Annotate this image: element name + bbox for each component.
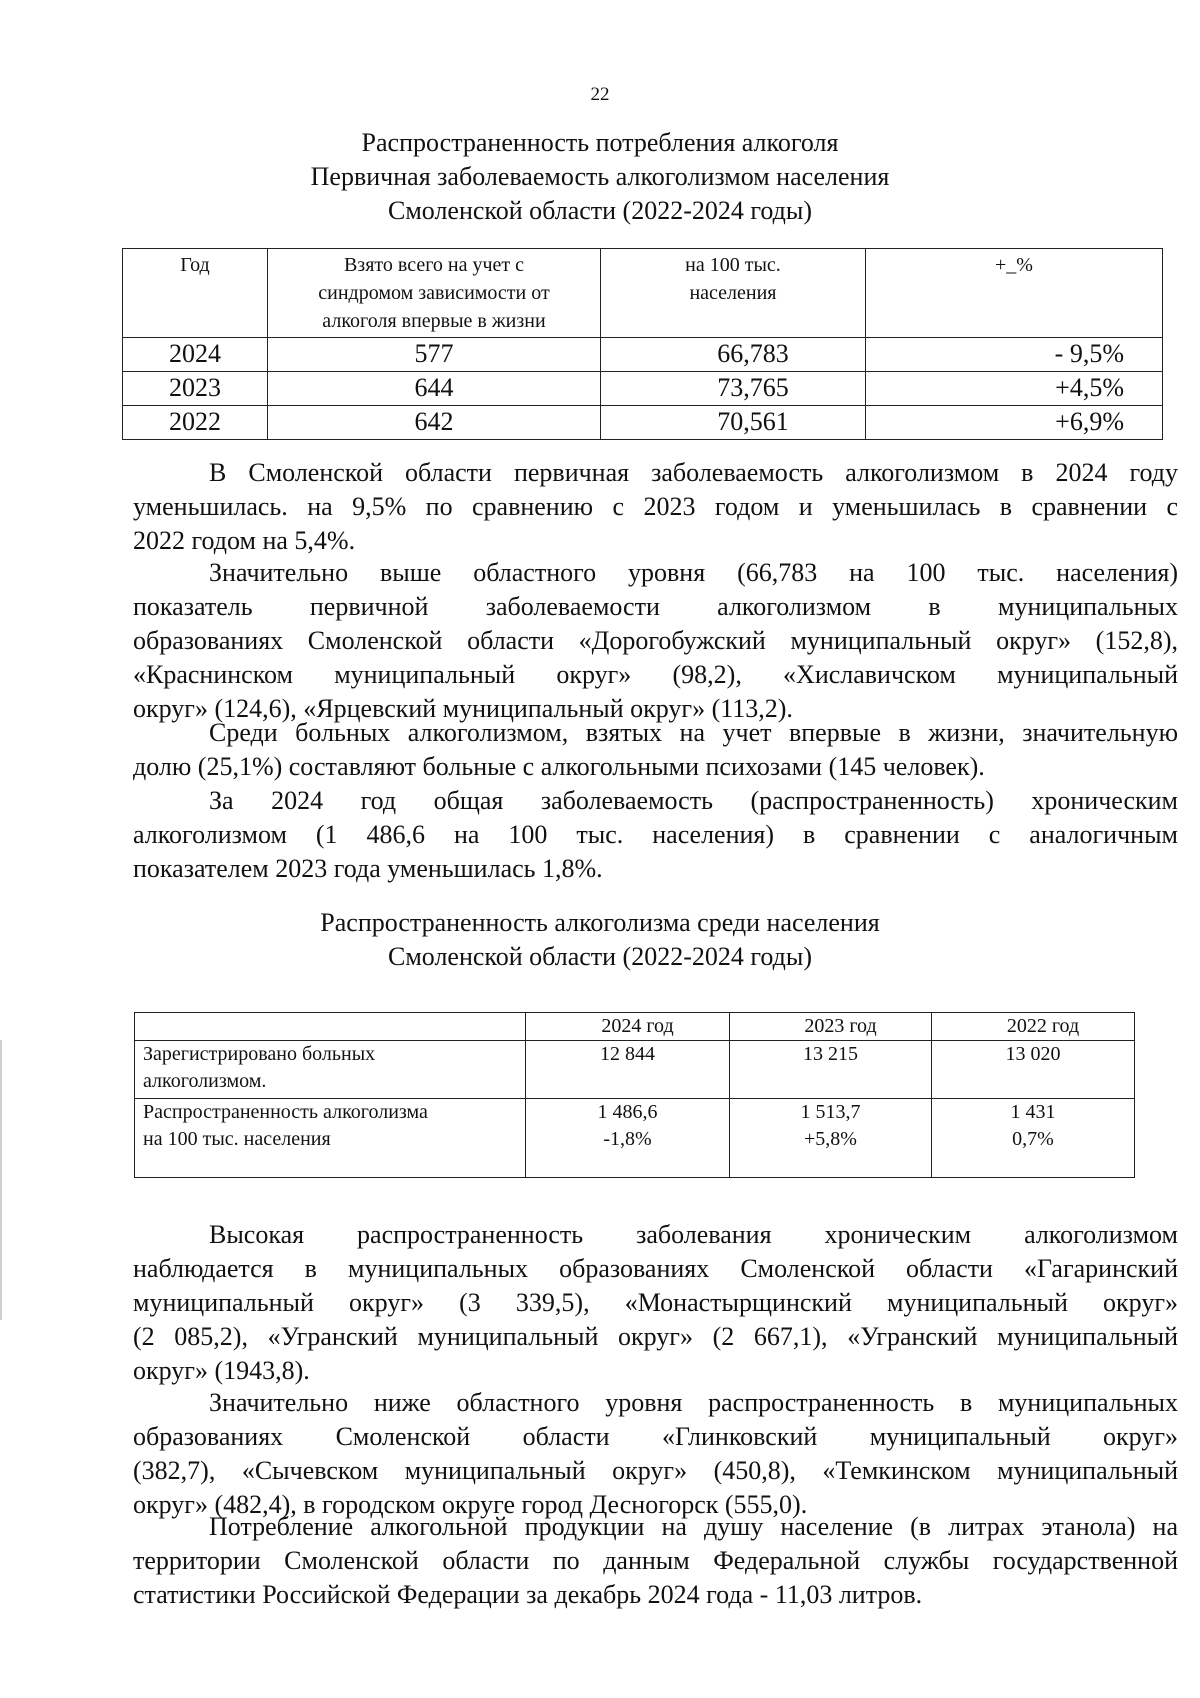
paragraph-line: образованиях Смоленской области «Глинковский муниципальный округ» bbox=[133, 1422, 1178, 1451]
cell-value bbox=[730, 1041, 932, 1099]
header-text: на 100 тыс. bbox=[685, 254, 781, 276]
cell-value bbox=[526, 1041, 730, 1099]
paragraph-line: образованиях Смоленской области «Дорогобужский муниципальный округ» (152,8), bbox=[133, 626, 1178, 655]
header-cell-2022: 2022 год bbox=[932, 1013, 1135, 1041]
paragraph-line: Среди больных алкоголизмом, взятых на учет впервые в жизни, значительную bbox=[209, 718, 1178, 747]
paragraph-line: уменьшилась. на 9,5% по сравнению с 2023 годом и уменьшилась в сравнении с bbox=[133, 492, 1178, 521]
cell-value bbox=[932, 1041, 1135, 1099]
paragraph bbox=[133, 716, 1178, 784]
table-header-row bbox=[135, 1013, 1135, 1041]
header-cell-year bbox=[123, 249, 268, 338]
primary-incidence-table bbox=[122, 248, 1163, 440]
paragraph-line: долю (25,1%) составляют больные с алкогольными психозами (145 человек). bbox=[133, 752, 985, 781]
cell-count: 577 bbox=[268, 338, 601, 372]
cell-value-line: 12 844 bbox=[600, 1043, 655, 1065]
cell-year: 2023 bbox=[123, 372, 268, 406]
cell-value-line: 0,7% bbox=[1012, 1128, 1054, 1150]
header-cell-per100k bbox=[601, 249, 866, 338]
cell-change: - 9,5% bbox=[866, 338, 1163, 372]
row-label-line: Зарегистрировано больных bbox=[143, 1043, 376, 1065]
cell-change: +4,5% bbox=[866, 372, 1163, 406]
cell-value-line: 1 486,6 bbox=[597, 1101, 658, 1123]
scan-edge-mark bbox=[0, 1040, 2, 1320]
paragraph-line: «Краснинском муниципальный округ» (98,2), «Хиславичском муниципальный bbox=[133, 660, 1178, 689]
cell-value-line: 13 215 bbox=[803, 1043, 858, 1065]
paragraph-line: Значительно выше областного уровня (66,783 на 100 тыс. населения) bbox=[209, 558, 1178, 587]
paragraph bbox=[133, 1510, 1178, 1612]
paragraph-line: округ» (482,4), в городском округе город Десногорск (555,0). bbox=[133, 1490, 808, 1519]
table2-title-line: Распространенность алкоголизма среди населения bbox=[320, 908, 880, 937]
table-row bbox=[135, 1099, 1135, 1178]
paragraph-line: (2 085,2), «Угранский муниципальный округ» (2 667,1), «Угранский муниципальный bbox=[133, 1322, 1178, 1351]
cell-value-line: 13 020 bbox=[1005, 1043, 1061, 1065]
paragraph-line: Высокая распространенность заболевания хроническим алкоголизмом bbox=[209, 1220, 1178, 1249]
paragraph bbox=[133, 456, 1178, 558]
paragraph-line: Потребление алкогольной продукции на душу население (в литрах этанола) на bbox=[209, 1512, 1178, 1541]
cell-per100k: 73,765 bbox=[601, 372, 866, 406]
table1-title bbox=[0, 126, 1200, 228]
header-text: синдромом зависимости от bbox=[318, 282, 550, 304]
cell-value bbox=[730, 1099, 932, 1178]
cell-per100k: 66,783 bbox=[601, 338, 866, 372]
cell-value bbox=[932, 1099, 1135, 1178]
header-cell-change bbox=[866, 249, 1163, 338]
table-row bbox=[123, 406, 1163, 440]
cell-value-line: -1,8% bbox=[603, 1128, 652, 1150]
paragraph-line: За 2024 год общая заболеваемость (распространенность) хроническим bbox=[209, 786, 1178, 815]
paragraph-line: показатель первичной заболеваемости алкоголизмом в муниципальных bbox=[133, 592, 1178, 621]
paragraph-line: Значительно ниже областного уровня распространенность в муниципальных bbox=[209, 1388, 1178, 1417]
table2-title bbox=[0, 906, 1200, 974]
row-label-line: Распространенность алкоголизма bbox=[143, 1101, 428, 1123]
cell-year: 2024 bbox=[123, 338, 268, 372]
header-text: Год bbox=[180, 254, 210, 276]
paragraph-line: территории Смоленской области по данным Федеральной службы государственной bbox=[133, 1546, 1178, 1575]
paragraph-line: округ» (124,6), «Ярцевский муниципальный округ» (113,2). bbox=[133, 694, 793, 723]
paragraph bbox=[133, 1218, 1178, 1388]
paragraph-line: округ» (1943,8). bbox=[133, 1356, 310, 1385]
table1-title-line: Смоленской области (2022-2024 годы) bbox=[388, 196, 812, 225]
cell-count: 642 bbox=[268, 406, 601, 440]
cell-change: +6,9% bbox=[866, 406, 1163, 440]
header-text: населения bbox=[689, 282, 777, 304]
cell-value-line: 1 431 bbox=[1010, 1101, 1056, 1123]
cell-value-line: +5,8% bbox=[804, 1128, 857, 1150]
paragraph-line: показателем 2023 года уменьшилась 1,8%. bbox=[133, 854, 603, 883]
paragraph bbox=[133, 1386, 1178, 1522]
row-label-line: на 100 тыс. населения bbox=[143, 1128, 331, 1150]
header-text: алкоголя впервые в жизни bbox=[322, 310, 546, 332]
table1-title-line: Первичная заболеваемость алкоголизмом населения bbox=[310, 162, 890, 191]
table1-title-line: Распространенность потребления алкоголя bbox=[361, 128, 839, 157]
paragraph-line: В Смоленской области первичная заболеваемость алкоголизмом в 2024 году bbox=[209, 458, 1178, 487]
row-label bbox=[135, 1099, 526, 1178]
prevalence-table bbox=[134, 1012, 1135, 1178]
table-row bbox=[123, 338, 1163, 372]
paragraph-line: статистики Российской Федерации за декабрь 2024 года - 11,03 литров. bbox=[133, 1580, 923, 1609]
header-cell-count bbox=[268, 249, 601, 338]
paragraph-line: 2022 годом на 5,4%. bbox=[133, 526, 356, 555]
paragraph bbox=[133, 784, 1178, 886]
table-header-row bbox=[123, 249, 1163, 338]
page-number: 22 bbox=[590, 84, 610, 105]
paragraph-line: наблюдается в муниципальных образованиях Смоленской области «Гагаринский bbox=[133, 1254, 1178, 1283]
paragraph bbox=[133, 556, 1178, 726]
paragraph-line: (382,7), «Сычевском муниципальный округ» (450,8), «Темкинском муниципальный bbox=[133, 1456, 1178, 1485]
cell-per100k: 70,561 bbox=[601, 406, 866, 440]
row-label-line: алкоголизмом. bbox=[143, 1070, 267, 1092]
cell-value-line: 1 513,7 bbox=[800, 1101, 861, 1123]
header-cell-2023: 2023 год bbox=[730, 1013, 932, 1041]
header-cell-empty bbox=[135, 1013, 526, 1041]
cell-count: 644 bbox=[268, 372, 601, 406]
paragraph-line: алкоголизмом (1 486,6 на 100 тыс. населения) в сравнении с аналогичным bbox=[133, 820, 1178, 849]
header-cell-2024: 2024 год bbox=[526, 1013, 730, 1041]
cell-value bbox=[526, 1099, 730, 1178]
table2-title-line: Смоленской области (2022-2024 годы) bbox=[388, 942, 812, 971]
row-label bbox=[135, 1041, 526, 1099]
cell-year: 2022 bbox=[123, 406, 268, 440]
table-row bbox=[123, 372, 1163, 406]
header-text: +_% bbox=[995, 254, 1033, 276]
table-row bbox=[135, 1041, 1135, 1099]
paragraph-line: муниципальный округ» (3 339,5), «Монастырщинский муниципальный округ» bbox=[133, 1288, 1178, 1317]
header-text: Взято всего на учет с bbox=[343, 254, 525, 276]
